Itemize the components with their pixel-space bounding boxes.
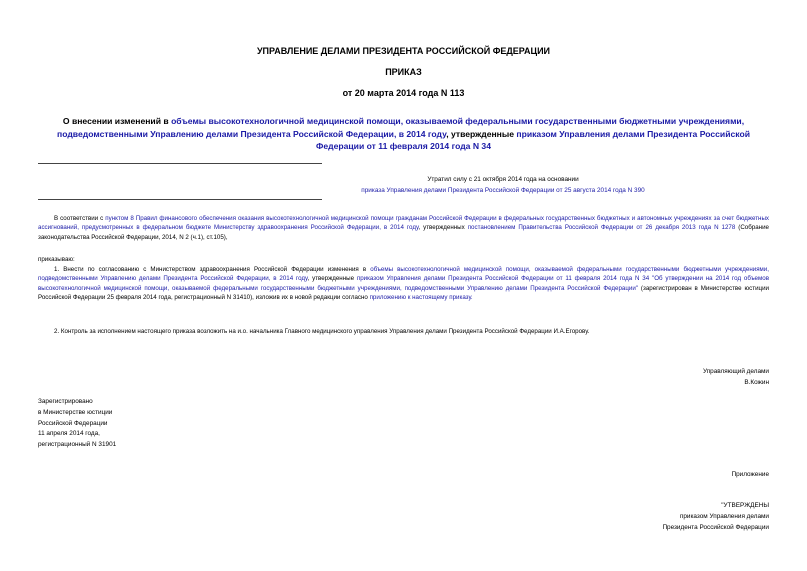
preamble-link-resolution[interactable]: постановлением Правительства Российской Федерации от 26 декабря 2013 года N 1278: [467, 224, 736, 232]
separator-top: [38, 163, 322, 164]
item-1-paragraph: [38, 265, 769, 303]
preamble-text-1: В соответствии с: [54, 215, 106, 222]
signature-name: В.Кожин: [744, 379, 769, 386]
lost-force-note: [200, 174, 806, 196]
preamble-link-rules[interactable]: пунктом 8 Правил финансового обеспечения оказания высокотехнологичной медицинской помощи гражданам Российской Федерации в федеральных государственных бюджетных и автономных учреждениях за счет бюджетных ассигнований, предусмотренных в федеральном бюджете Министерству здравоохранения Российской Федерации, в 2014 году: [38, 215, 769, 232]
title-text-2: , утвержденные: [446, 128, 517, 139]
registration-line: Российской Федерации: [38, 419, 108, 427]
title-link-volumes[interactable]: объемы высокотехнологичной медицинской помощи, оказываемой федеральными государственными бюджетными учреждениями, подведомственными Управлению делами Президента Российской Федерации, в 2014 году: [57, 116, 745, 139]
registration-line: регистрационный N 31901: [38, 441, 117, 449]
appendix-label: Приложение: [731, 471, 769, 478]
doc-date-number: от 20 марта 2014 года N 113: [342, 88, 465, 98]
lost-force-line: Утратил силу с 21 октября 2014 года на основании: [427, 176, 579, 183]
document-title: [40, 115, 767, 153]
item1-link-volumes[interactable]: объемы высокотехнологичной медицинской помощи, оказываемой федеральными государственными бюджетными учреждениями, подведомственными Управлению делами Президента Российской Федерации, в 2014 году: [38, 266, 769, 283]
item1-text-3: (зарегистрирован в Министерстве юстиции Российской Федерации 25 февраля 2014 года, регистрационный N 31410), изложив их в новой редакции согласно: [38, 284, 769, 302]
org-header: УПРАВЛЕНИЕ ДЕЛАМИ ПРЕЗИДЕНТА РОССИЙСКОЙ ФЕДЕРАЦИИ: [256, 46, 551, 56]
item-2-paragraph: 2. Контроль за исполнением настоящего приказа возложить на и.о. начальника Главного медицинского управления Управления делами Президента Российской Федерации И.А.Егорову.: [54, 328, 590, 335]
item1-link-appendix[interactable]: приложению к настоящему приказу.: [369, 294, 473, 302]
registration-line: в Министерстве юстиции: [38, 408, 113, 416]
signature-block: [703, 366, 769, 388]
title-text-1: О внесении изменений в: [62, 116, 172, 126]
separator-bottom: [38, 199, 322, 200]
appendix-line: "УТВЕРЖДЕНЫ: [721, 502, 769, 509]
registration-block: [38, 397, 116, 451]
preamble-text-2: , утвержденных: [418, 224, 468, 232]
item1-text-2: , утвержденные: [307, 275, 357, 283]
item1-text-1: 1. Внести по согласованию с Министерством здравоохранения Российской Федерации изменения в: [54, 266, 367, 273]
appendix-line: приказом Управления делами: [679, 513, 769, 520]
signature-position: Управляющий делами: [702, 368, 769, 375]
appendix-line: Президента Российской Федерации: [662, 524, 769, 531]
item1-link-order-34[interactable]: приказом Управления делами Президента Российской Федерации от 11 февраля 2014 года N 34 "Об утверждении на 2014 год объемов высокотехнологичной медицинской помощи, оказываемой федеральными государственными бюджетными учреждениями, подведомственными Управлению делами Президента Российской Федерации": [38, 275, 769, 292]
registration-line: 11 апреля 2014 года,: [38, 430, 100, 438]
registration-line: Зарегистрировано: [38, 398, 93, 405]
preamble-paragraph: [38, 214, 769, 242]
title-link-order-34[interactable]: приказом Управления делами Президента Российской Федерации от 11 февраля 2014 года N 34: [316, 128, 750, 151]
order-word: приказываю:: [38, 256, 75, 263]
doc-type: ПРИКАЗ: [385, 67, 422, 77]
preamble-text-3: (Собрание законодательства Российской Федерации, 2014, N 2 (ч.1), ст.105),: [38, 224, 769, 241]
lost-force-link[interactable]: приказа Управления делами Президента Российской Федерации от 25 августа 2014 года N 390: [361, 187, 645, 194]
appendix-approval-block: [662, 500, 769, 533]
